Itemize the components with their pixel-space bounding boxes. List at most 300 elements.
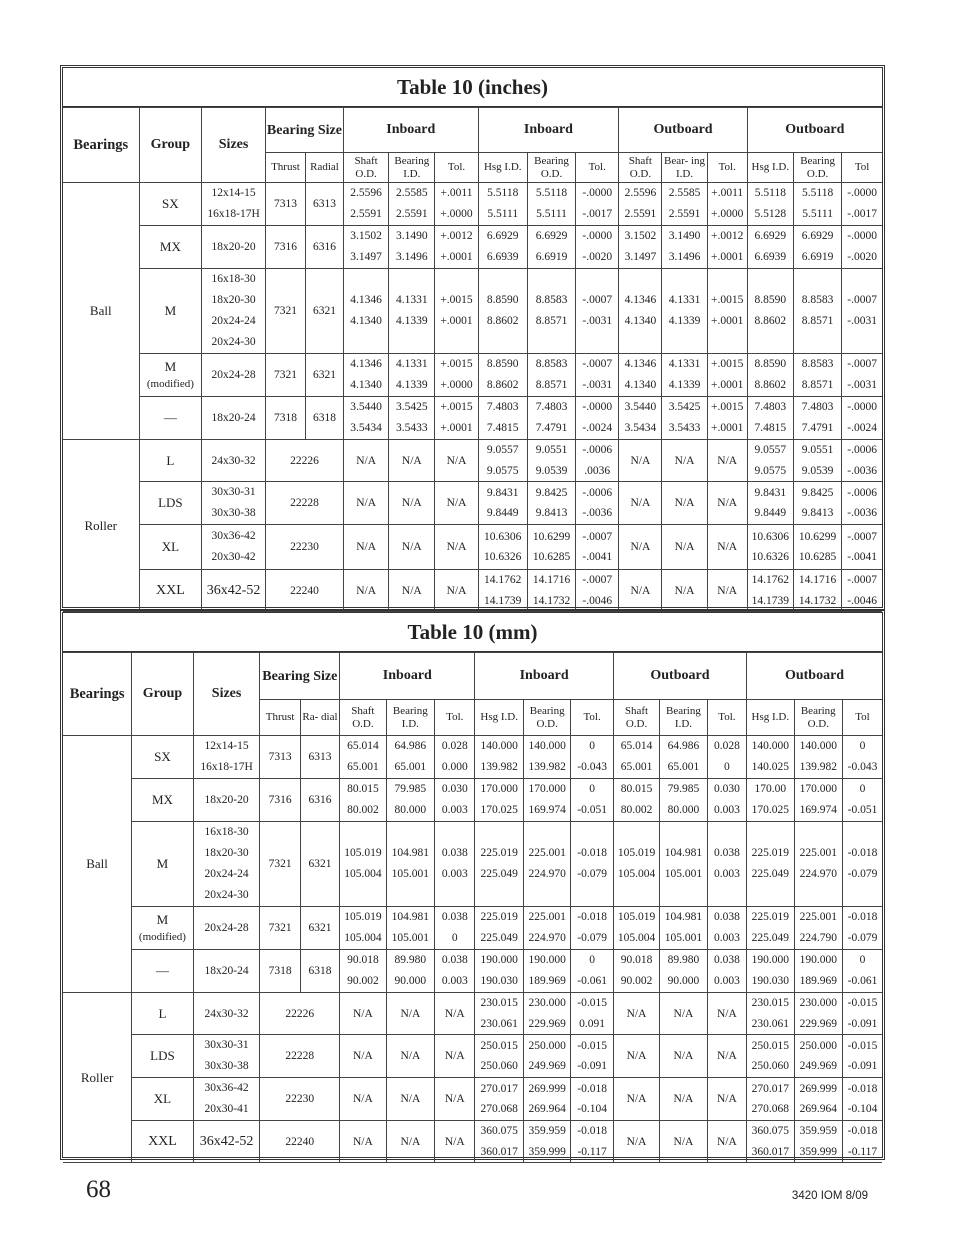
value: +.0001 [440,315,473,327]
value: 104.981 [391,911,430,923]
value-cell [747,397,793,440]
value: 140.000 [528,740,566,752]
value-cell [344,354,389,397]
value: 14.1716 [532,574,571,586]
value: 225.001 [528,911,566,923]
value: -.0000 [582,230,613,242]
table-row [63,1035,882,1078]
value: 65.001 [347,761,379,773]
value-cell [576,482,619,525]
group-cell [139,397,202,440]
value: -0.018 [577,911,607,923]
column-header-inboard: Inboard [478,108,619,153]
value-cell [435,354,478,397]
size-value: 24x30-32 [211,454,256,467]
value: 9.8413 [535,507,568,519]
value-cell [619,269,662,354]
value: 3.5425 [396,401,428,413]
value-cell [747,183,793,226]
value-cell [747,779,794,822]
value-cell [576,354,619,397]
value: 230.000 [528,997,566,1009]
value: 0.003 [713,932,740,944]
group-name: M [156,856,169,871]
value: 269.999 [799,1082,837,1095]
value: 8.8583 [535,294,568,306]
value: 3.1496 [668,251,701,263]
table-row [63,736,882,779]
thrust-bearing: 7318 [260,950,300,993]
value: 0.028 [441,740,468,752]
table-row [63,907,882,950]
value: 10.6306 [751,530,790,543]
value-cell [435,183,478,226]
value: 2.5596 [350,187,382,199]
value: -.0000 [847,230,877,242]
na-cell: N/A [619,570,662,612]
value: 0 [859,954,866,966]
na-cell: N/A [707,993,746,1035]
value-cell [707,269,747,354]
value: -0.015 [847,997,878,1009]
value-cell [576,183,619,226]
value-cell [344,226,389,269]
value: 7.4803 [801,401,834,413]
group-name: SX [154,749,171,764]
value: 140.000 [751,740,789,752]
value-cell [619,183,662,226]
value-cell [793,354,841,397]
value-cell [843,1121,883,1163]
column-header-outboard: Outboard [619,108,747,153]
value: 10.6326 [751,551,790,563]
value-cell [435,226,478,269]
value: -.0000 [582,187,613,199]
value: 170.000 [528,783,566,795]
value: 6.6939 [754,251,787,263]
value: +.0011 [440,187,473,199]
value: 225.019 [480,847,518,859]
value: 5.5111 [487,208,519,220]
column-subheader: Tol. [571,700,613,736]
value-cell [794,779,842,822]
value: 8.8571 [801,379,834,391]
value: 90.018 [620,954,653,966]
radial-bearing: 6318 [305,397,343,440]
value-cell [340,779,386,822]
value-cell [660,907,707,950]
sizes-cell [202,397,266,440]
value: 170.025 [480,804,518,816]
value: 250.000 [799,1039,837,1052]
sizes-cell [202,354,266,397]
sizes-cell [202,482,266,525]
table-row [63,482,882,525]
value: -.0036 [582,507,613,519]
value-cell [793,570,841,612]
value: 229.969 [799,1017,837,1030]
value: 105.001 [664,932,703,944]
value-cell [571,779,613,822]
na-cell: N/A [662,482,707,525]
bearing-number: 22230 [265,525,343,570]
bearing-category: Roller [63,440,139,612]
value: 105.004 [617,868,656,880]
group-name: M [164,303,177,318]
value: -.0007 [847,574,877,586]
value: -0.018 [577,1125,607,1137]
value: 105.019 [344,847,382,859]
group-name: L [139,440,202,482]
group-cell [132,907,194,950]
value: 9.0575 [486,464,519,477]
radial-bearing: 6313 [305,183,343,226]
value-cell [576,440,619,482]
value: 10.6306 [484,530,522,543]
na-cell: N/A [344,570,389,612]
value: 4.1340 [350,315,382,327]
value: 360.075 [751,1125,789,1137]
na-cell: N/A [660,1078,707,1121]
na-cell: N/A [707,525,747,570]
table-row [63,354,882,397]
group-name: LDS [132,1035,194,1078]
value-cell [475,779,523,822]
column-subheader: Shaft O.D. [613,700,659,736]
na-cell: N/A [386,1078,434,1121]
value: 190.000 [528,954,566,966]
value: 3.1497 [350,251,382,263]
bearing-category: Ball [63,183,139,440]
value: 4.1340 [624,315,657,327]
value: 3.5433 [396,422,428,434]
value: 3.1496 [396,251,428,263]
value-cell [613,822,659,907]
value: 0.003 [441,868,468,880]
table-mm [63,652,882,1163]
value-cell [660,736,707,779]
size-value: 18x20-20 [204,794,249,806]
value: 3.1490 [396,230,428,242]
value: 6.6929 [754,230,787,242]
size-value: 20x24-28 [204,922,249,934]
sizes-cell [193,779,260,822]
column-subheader: Thrust [260,700,300,736]
value-cell [571,993,613,1035]
value: 3.5433 [668,422,701,434]
na-cell: N/A [435,1078,475,1121]
value: +.0000 [440,379,473,391]
value: -0.079 [847,932,878,944]
column-header-bearings: Bearings [63,108,139,183]
value: 10.6285 [532,551,571,563]
column-subheader: Bearing I.D. [660,700,707,736]
na-cell: N/A [707,1035,746,1078]
value-cell [793,525,841,570]
size-value: 24x30-32 [204,1007,249,1020]
sizes-cell [193,950,260,993]
value: 170.025 [751,804,789,816]
column-header-inboard: Inboard [344,108,479,153]
value: 224.970 [799,868,837,880]
value: 250.015 [751,1039,789,1052]
value: 90.000 [394,975,427,987]
value-cell [793,440,841,482]
value-cell [527,482,575,525]
value-cell [747,736,794,779]
value: 9.8449 [486,507,519,519]
radial-bearing: 6321 [300,822,339,907]
na-cell: N/A [344,525,389,570]
size-value: 18x20-30 [204,847,249,859]
value-cell [435,950,475,993]
table-row [63,269,882,354]
value-cell [344,269,389,354]
value-cell [707,822,746,907]
value: 4.1346 [350,358,382,370]
bearing-number: 22240 [265,570,343,612]
value-cell [747,1078,794,1121]
bearing-number: 22228 [265,482,343,525]
value: 9.0575 [754,464,787,477]
value: 7.4815 [754,422,787,434]
value-cell [386,736,434,779]
value: 0.028 [713,740,740,752]
thrust-bearing: 7321 [260,822,300,907]
value: 9.0539 [535,464,568,477]
value-cell [747,907,794,950]
value: 65.001 [620,761,653,773]
na-cell: N/A [619,482,662,525]
value-cell [794,1035,842,1078]
bearing-number: 22228 [260,1035,340,1078]
value-cell [478,226,527,269]
thrust-bearing: 7316 [260,779,300,822]
value-cell [475,907,523,950]
value: +.0015 [711,294,744,306]
value: 0 [451,932,458,944]
value: 225.019 [751,847,789,859]
value: 0.030 [441,783,468,795]
value-cell [340,736,386,779]
value-cell [619,226,662,269]
value: 105.004 [344,868,382,880]
na-cell: N/A [707,570,747,612]
sizes-cell [193,822,260,907]
value: 5.5118 [535,187,568,199]
value: 359.999 [528,1145,566,1158]
value-cell [794,736,842,779]
value: 14.1716 [798,574,837,586]
value: 4.1339 [668,315,701,327]
value: 225.001 [799,911,837,923]
value: -.0031 [847,379,877,391]
value: 2.5591 [350,208,382,220]
value: -0.104 [847,1103,878,1115]
value: 230.061 [751,1017,789,1030]
value: 5.5111 [802,208,833,220]
group-name: L [132,993,194,1035]
value: 8.8602 [754,379,787,391]
size-value: 30x36-42 [211,530,256,542]
value: 65.014 [347,740,379,752]
radial-bearing: 6316 [305,226,343,269]
value: 8.8571 [535,315,568,327]
value-cell [747,525,793,570]
value-cell [793,482,841,525]
value-cell [527,354,575,397]
column-header-outboard: Outboard [613,653,746,700]
value: 4.1346 [624,358,657,370]
column-subheader: Shaft O.D. [340,700,386,736]
value: 6.6929 [801,230,834,242]
value-cell [842,226,882,269]
value-cell [523,1121,570,1163]
na-cell: N/A [613,1035,659,1078]
group-name: — [155,963,169,978]
size-value: 30x30-31 [204,1039,249,1051]
value-cell [842,482,882,525]
column-subheader: Tol. [435,700,475,736]
value: 0 [589,740,595,752]
value-cell [747,570,793,612]
column-subheader: Bearing I.D. [386,700,434,736]
value-cell [527,269,575,354]
value-cell [707,183,747,226]
column-header-group: Group [132,653,194,736]
radial-bearing: 6321 [300,907,339,950]
value: 80.000 [394,804,427,816]
value: 8.8583 [535,358,568,370]
value-cell [523,950,570,993]
group-name: XXL [132,1121,194,1163]
value: 14.1732 [532,594,571,607]
value: 225.049 [480,932,518,944]
na-cell: N/A [340,1121,386,1163]
value: 79.985 [394,783,427,795]
value-cell [523,736,570,779]
value-cell [389,269,435,354]
value: 3.1502 [350,230,382,242]
value-cell [707,397,747,440]
na-cell: N/A [707,1121,746,1163]
value-cell [707,354,747,397]
value: 6.6919 [535,251,568,263]
group-name: M [156,912,169,927]
value: -.0006 [847,486,877,499]
value: 4.1331 [396,358,428,370]
column-subheader: Shaft O.D. [619,153,662,183]
value: -.0006 [847,444,877,456]
table-row [63,397,882,440]
value: 9.8413 [801,507,834,519]
value-cell [613,907,659,950]
group-cell [132,950,194,993]
value: 0.038 [713,954,740,966]
value: 0 [589,783,595,795]
column-subheader: Tol. [707,153,747,183]
value: 140.000 [480,740,518,752]
bearing-category: Ball [63,736,132,993]
value-cell [842,525,882,570]
radial-bearing: 6318 [300,950,339,993]
value-cell [340,907,386,950]
na-cell: N/A [386,993,434,1035]
size-value: 20x30-42 [211,551,256,563]
value-cell [793,183,841,226]
value: -0.091 [847,1017,878,1030]
value-cell [660,950,707,993]
value: 105.001 [664,868,703,880]
na-cell: N/A [344,440,389,482]
value: 7.4791 [535,422,568,434]
value: -0.079 [577,868,607,880]
column-subheader: Hsg I.D. [475,700,523,736]
value: 14.1739 [751,594,790,607]
value: 250.060 [480,1060,518,1072]
size-value: 12x14-15 [204,740,249,752]
value: -.0017 [582,208,613,220]
column-subheader: Tol. [576,153,619,183]
group-cell [139,354,202,397]
value-cell [576,525,619,570]
group-name: M [164,359,177,374]
value: 4.1339 [396,315,428,327]
value: 6.6929 [486,230,519,242]
value: 230.061 [480,1017,518,1030]
thrust-bearing: 7321 [265,269,305,354]
value-cell [747,822,794,907]
value: 9.0551 [535,444,568,456]
value: 105.019 [617,847,656,859]
column-header-inboard: Inboard [475,653,613,700]
value: -0.018 [847,911,878,923]
value-cell [386,779,434,822]
size-value: 18x20-24 [204,965,249,977]
value: 139.982 [799,761,837,773]
value: 9.8431 [754,486,787,499]
value-cell [794,1121,842,1163]
value: 5.5118 [802,187,834,199]
na-cell: N/A [389,440,435,482]
value: 4.1339 [668,379,701,391]
value: -.0024 [582,422,613,434]
value-cell [344,397,389,440]
group-name: MX [159,239,181,254]
value: 0.038 [441,954,468,966]
value: 105.004 [617,932,656,944]
sizes-cell [193,907,260,950]
value: -.0007 [847,530,877,543]
value: +.0001 [440,251,473,263]
value: +.0015 [440,294,473,306]
value-cell [707,736,746,779]
value: 6.6939 [486,251,519,263]
value: 170.00 [754,783,787,795]
size-value: 30x30-38 [211,507,256,519]
value: 169.974 [799,804,837,816]
value-cell [747,993,794,1035]
value-cell [842,397,882,440]
value-cell [475,822,523,907]
value: -0.018 [577,847,607,859]
na-cell: N/A [613,993,659,1035]
value-cell [523,779,570,822]
value: 224.790 [799,932,837,944]
value-cell [523,993,570,1035]
group-cell [139,183,202,226]
value: 5.5111 [536,208,567,220]
